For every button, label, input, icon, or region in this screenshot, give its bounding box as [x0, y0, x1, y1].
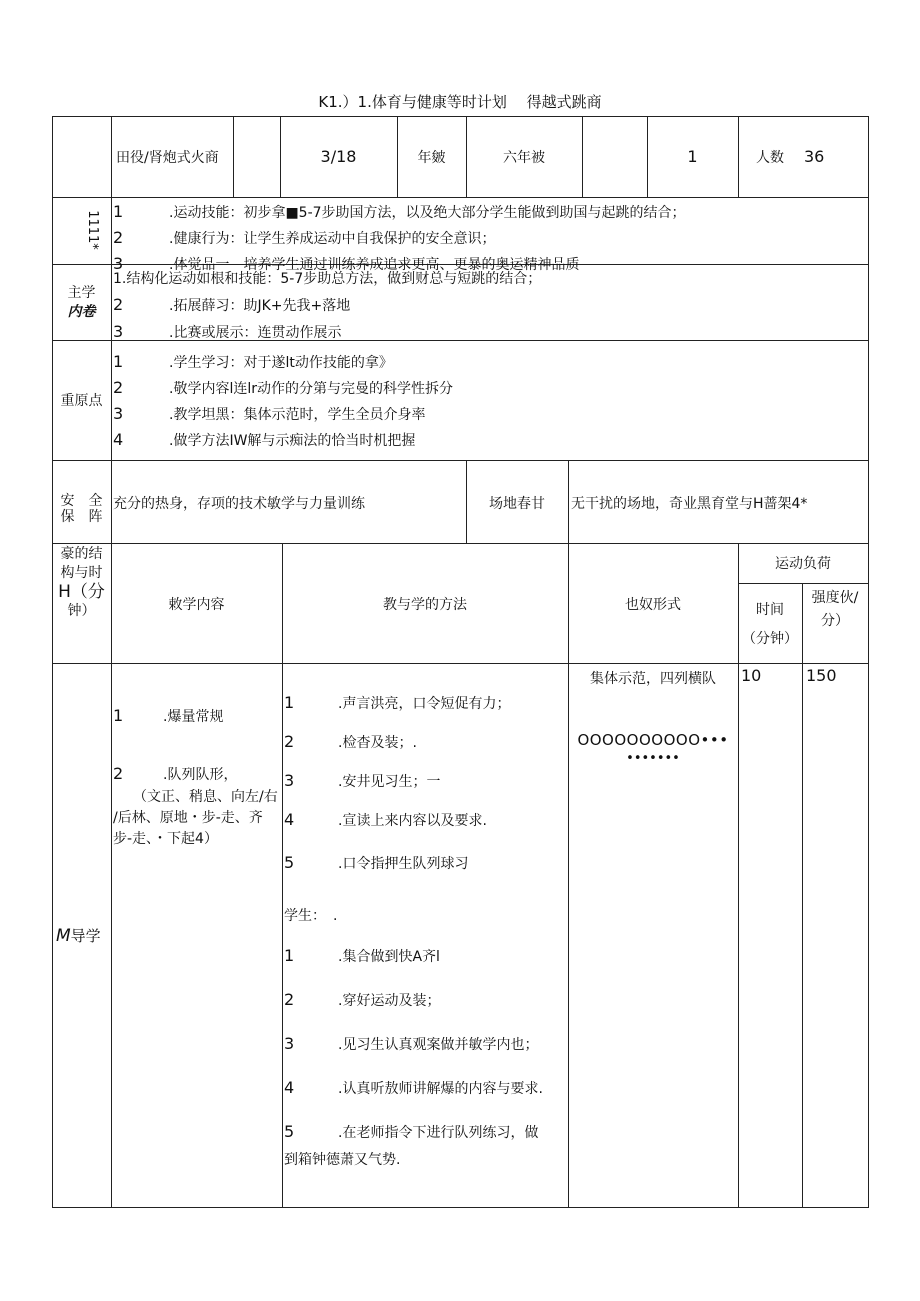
list-item: 3 .安井见习生；一: [284, 771, 441, 790]
intro-method: [284, 664, 567, 1204]
form-row-2: •••••••: [626, 751, 680, 766]
column-load-header: 运动负荷: [775, 556, 831, 572]
keypoints-list: [113, 341, 867, 460]
column-structure-header: 豪的结 构与时 H（分 钟）: [58, 546, 105, 619]
class-number: 1: [687, 147, 698, 166]
form-text: 集体示范，四列横队: [590, 671, 716, 687]
venue-label: 场地春甘: [489, 496, 545, 512]
keypoints-label: 重原点: [60, 393, 103, 409]
list-item: 1.结构化运动如根和技能：5-7步助总方法，做到财总与短跳的结合；: [113, 271, 542, 287]
column-method-header: 教与学的方法: [383, 597, 467, 613]
list-item: 5 .口令指押生队列球习: [284, 853, 469, 872]
venue-text: 无干扰的场地，奇业黑育堂与H蔷架4*: [571, 496, 808, 512]
list-item: 2 .检杳及装；.: [284, 732, 417, 751]
grade-label: 年皴: [417, 150, 446, 166]
list-item: 2 .穿好运动及装；: [284, 990, 441, 1009]
student-label: 学生： .: [284, 908, 338, 924]
page-title: K1.）1.体育与健康等时计划 得越式跳商: [318, 93, 602, 111]
count-label: 人数: [756, 150, 784, 166]
stage-label: M导学: [56, 926, 101, 946]
list-item: 5 .在老师指令下进行队列练习，做: [284, 1122, 539, 1141]
list-item: 1 .运动技能：初步拿■5-7步助国方法，以及绝大部分学生能做到助国与起跳的结合；: [113, 202, 686, 221]
column-intensity-header-2: 分）: [821, 613, 849, 629]
list-item: 4 .做学方法IW解与示痴法的恰当时机把握: [113, 430, 416, 449]
content-label-2: 内卷: [67, 304, 96, 320]
list-item: 1 .爆量常规: [113, 706, 224, 725]
list-item: 3 .教学坦黑：集体示范时，学生全员介身率: [113, 404, 426, 423]
content-detail: 步-走、・下起4）: [113, 831, 218, 847]
content-detail: （文正、稍息、向左/右: [133, 789, 278, 805]
intensity-value: 150: [806, 666, 837, 685]
content-list: [113, 265, 867, 340]
count-value: 36: [804, 147, 825, 166]
content-detail: /后林、原地・步-走、齐: [113, 810, 263, 826]
time-value: 10: [741, 666, 762, 685]
form-row-1: OOOOOOOOOO•••: [577, 731, 729, 749]
grade-value: 六年被: [503, 150, 545, 166]
list-item: 3 .见习生认真观案做并敏学内也；: [284, 1034, 539, 1053]
student-tail: 到箱钟德萧又气势.: [284, 1152, 401, 1168]
objectives-list: [113, 198, 867, 273]
objectives-label: 1111*: [84, 210, 100, 250]
list-item: 1 .学生学习：对于遂lt动作技能的拿》: [113, 352, 393, 371]
lesson-number: 3/18: [320, 147, 357, 166]
unit-name: 田役/肾炮式火商: [116, 150, 219, 166]
column-intensity-header: 强度伙/: [811, 590, 859, 606]
list-item: 2 .拓展薛习：助JK+先我+落地: [113, 295, 351, 314]
list-item: 3 .体觉品一 培养学生通过训练养成追求更高、更暴的奥运精神品质: [113, 254, 580, 273]
list-item: 3 .比赛或展示：连贯动作展示: [113, 322, 342, 341]
list-item: 2 .健康行为：让学生养成运动中自我保护的安全意识；: [113, 228, 496, 247]
list-item: 1 .集合做到快A齐l: [284, 946, 440, 965]
content-label: 主学: [67, 285, 96, 301]
safety-label: 安 全: [60, 493, 103, 509]
safety-text: 充分的热身，存项的技术敏学与力量训练: [113, 496, 365, 512]
list-item: 4 .宣读上来内容以及要求.: [284, 810, 487, 829]
list-item: 1 .声言洪亮，口令短促有力；: [284, 693, 511, 712]
column-content-header: 敕学内容: [168, 597, 225, 613]
list-item: 2 .敬学内容l连lr动作的分第与完曼的科学性拆分: [113, 378, 453, 397]
column-time-header-2: （分钟）: [742, 631, 798, 647]
column-form-header: 也奴形式: [625, 597, 681, 613]
column-time-header: 时间: [756, 602, 784, 618]
list-item: 4 .认真听敖师讲解爆的内容与要求.: [284, 1078, 543, 1097]
list-item: 2 .队列队形，: [113, 764, 238, 783]
safety-label-2: 保 阵: [60, 509, 103, 525]
